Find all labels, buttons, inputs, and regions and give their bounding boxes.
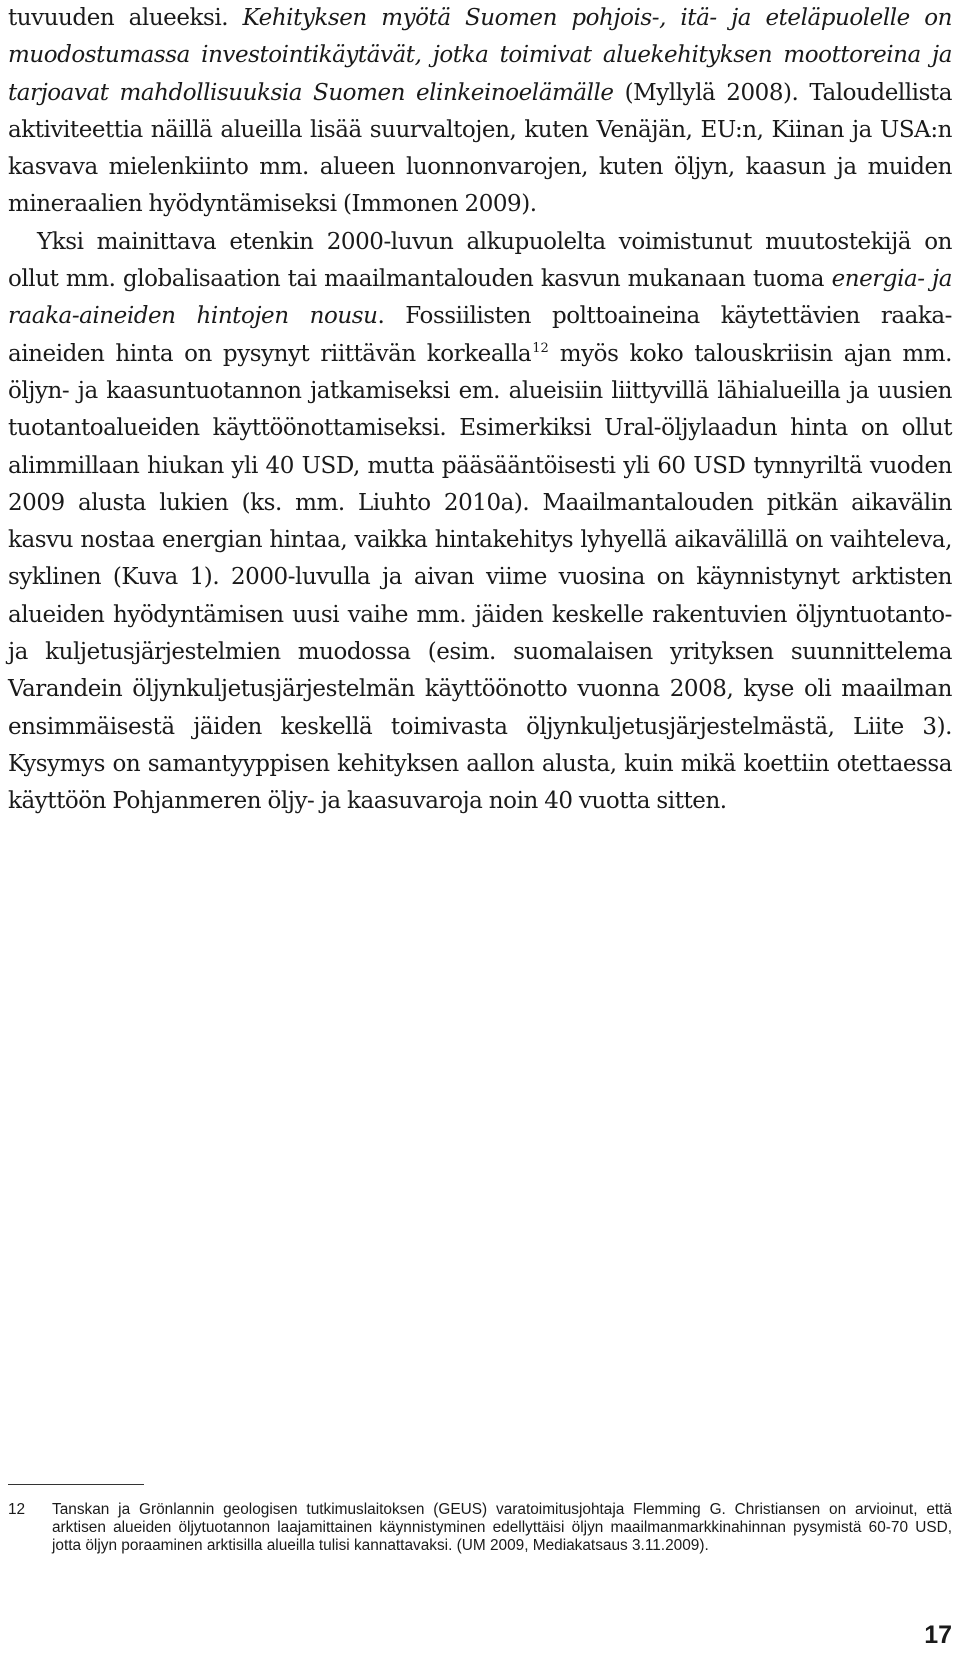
paragraph-1-start: tuvuuden alueeksi. — [8, 5, 243, 31]
page-number: 17 — [924, 1621, 952, 1649]
paragraph-1-italic-phrase: Kehityksen myötä Suomen pohjois-, itä- ja eteläpuolelle on muodostumassa investointikäytävät, jotka toimivat aluekehityksen moottoreina ja tarjoavat mahdollisuuksia Suomen elinkeinoelämälle — [8, 5, 952, 106]
paragraph-2 — [8, 224, 952, 821]
paragraph-1-rest: (Myllylä 2008). Taloudellista aktiviteettia näillä alueilla lisää suurvaltojen, kuten Venäjän, EU:n, Kiinan ja USA:n kasvava mielenkiinto mm. alueen luonnonvarojen, kuten öljyn, kaasun ja muiden mineraalien hyödyntämiseksi (Immonen 2009). — [8, 79, 952, 218]
body-text — [8, 0, 952, 821]
footnote-reference[interactable]: 12 — [532, 340, 549, 356]
paragraph-2-rest: myös koko talouskriisin ajan mm. öljyn- ja kaasuntuotannon jatkamiseksi em. alueisiin liittyvillä lähialueilla ja uusien tuotantoalueiden käyttöönottamiseksi. Esimerkiksi Ural-öljylaadun hinta on ollut alimmillaan hiukan yli 40 USD, mutta pääsääntöisesti yli 60 USD tynnyriltä vuoden 2009 alusta lukien (ks. mm. Liuhto 2010a). Maailmantalouden pitkän aikavälin kasvu nostaa energian hintaa, vaikka hintakehitys lyhyellä aikavälillä on vaihteleva, syklinen (Kuva 1). 2000-luvulla ja aivan viime vuosina on käynnistynyt arktisten alueiden hyödyntämisen uusi vaihe mm. jäiden keskelle rakentuvien öljyntuotanto- ja kuljetusjärjestelmien muodossa (esim. suomalaisen yrityksen suunnittelema Varandein öljynkuljetusjärjestelmän käyttöönotto vuonna 2008, kyse oli maailman ensimmäisestä jäiden keskellä toimivasta öljynkuljetusjärjestelmästä, Liite 3). Kysymys on samantyyppisen kehityksen aallon alusta, kuin mikä koettiin otettaessa käyttöön Pohjanmeren öljy- ja kaasuvaroja noin 40 vuotta sitten. — [8, 340, 952, 815]
footnote-text: Tanskan ja Grönlannin geologisen tutkimuslaitoksen (GEUS) varatoimitusjohtaja Flemming G. Christiansen on arvioinut, että arktisen alueiden öljytuotannon laajamittainen käynnistyminen edellyttäisi öljyn maailmanmarkkinahinnan pysymistä 60-70 USD, jotta öljyn poraaminen arktisilla alueilla tulisi kannattavaksi. (UM 2009, Mediakatsaus 3.11.2009). — [52, 1501, 952, 1554]
footnote — [8, 1501, 952, 1554]
paragraph-2-italic-phrase: energia- ja raaka-aineiden hintojen nousu — [8, 266, 952, 330]
paragraph-1 — [8, 0, 952, 224]
footnote-divider — [8, 1484, 144, 1485]
footnote-number: 12 — [8, 1501, 26, 1518]
paragraph-2-middle: . Fossiilisten polttoaineina käytettävien raaka-aineiden hinta on pysynyt riittävän korkealla — [8, 303, 952, 367]
paragraph-2-start: Yksi mainittava etenkin 2000-luvun alkupuolelta voimistunut muutostekijä on ollut mm. globalisaation tai maailmantalouden kasvun mukanaan tuoma — [8, 228, 952, 293]
